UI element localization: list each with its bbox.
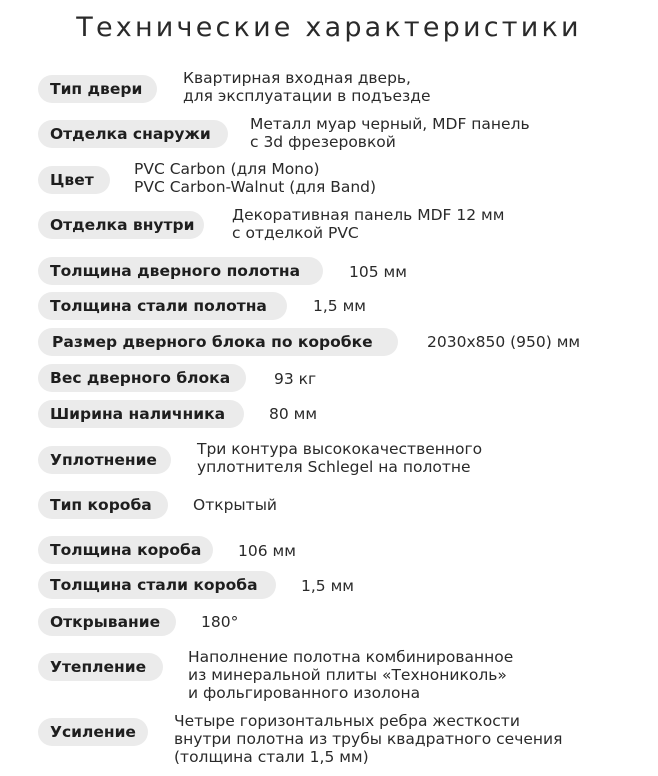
spec-value-line: и фольгированного изолона [188, 684, 421, 702]
spec-label: Вес дверного блока [38, 364, 246, 392]
spec-label: Размер дверного блока по коробке [38, 328, 398, 356]
spec-label: Толщина стали полотна [38, 292, 287, 320]
spec-value-line: 93 кг [274, 370, 317, 388]
spec-label: Толщина стали короба [38, 571, 276, 599]
spec-value-line: с 3d фрезеровкой [250, 133, 396, 151]
spec-value-line: уплотнителя Schlegel на полотне [197, 458, 471, 476]
spec-label: Ширина наличника [38, 400, 244, 428]
spec-label: Цвет [38, 166, 110, 194]
spec-value-line: Открытый [193, 496, 278, 514]
spec-value-line: с отделкой PVC [232, 224, 359, 242]
spec-value-line: Три контура высококачественного [197, 440, 483, 458]
spec-value-line: 80 мм [269, 405, 318, 423]
spec-value-line: Металл муар черный, MDF панель [250, 115, 530, 133]
spec-value-line: PVC Carbon-Walnut (для Band) [134, 178, 377, 196]
spec-value-line: 180° [201, 613, 239, 631]
spec-value-line: Квартирная входная дверь, [183, 69, 411, 87]
spec-label: Уплотнение [38, 446, 171, 474]
spec-value-line: 2030х850 (950) мм [427, 333, 581, 351]
spec-value-line: из минеральной плиты «Технониколь» [188, 666, 507, 684]
spec-value-line: PVC Carbon (для Mono) [134, 160, 320, 178]
spec-label: Открывание [38, 608, 176, 636]
spec-label: Усиление [38, 718, 148, 746]
spec-label: Толщина дверного полотна [38, 257, 323, 285]
spec-label: Тип двери [38, 75, 157, 103]
spec-value-line: Наполнение полотна комбинированное [188, 648, 514, 666]
spec-value-line: 106 мм [238, 542, 296, 560]
spec-value-line: 1,5 мм [301, 577, 354, 595]
spec-label: Тип короба [38, 491, 168, 519]
spec-value-line: Декоративная панель MDF 12 мм [232, 206, 505, 224]
spec-label: Утепление [38, 653, 163, 681]
spec-value-line: (толщина стали 1,5 мм) [174, 748, 369, 766]
spec-value-line: 1,5 мм [313, 297, 366, 315]
spec-value-line: Четыре горизонтальных ребра жесткости [174, 712, 520, 730]
page-title: Технические характеристики [76, 12, 582, 43]
spec-label: Толщина короба [38, 536, 213, 564]
spec-value-line: для эксплуатации в подъезде [183, 87, 431, 105]
spec-value-line: 105 мм [349, 263, 407, 281]
spec-value-line: внутри полотна из трубы квадратного сечения [174, 730, 563, 748]
spec-label: Отделка внутри [38, 211, 204, 239]
spec-label: Отделка снаружи [38, 120, 228, 148]
